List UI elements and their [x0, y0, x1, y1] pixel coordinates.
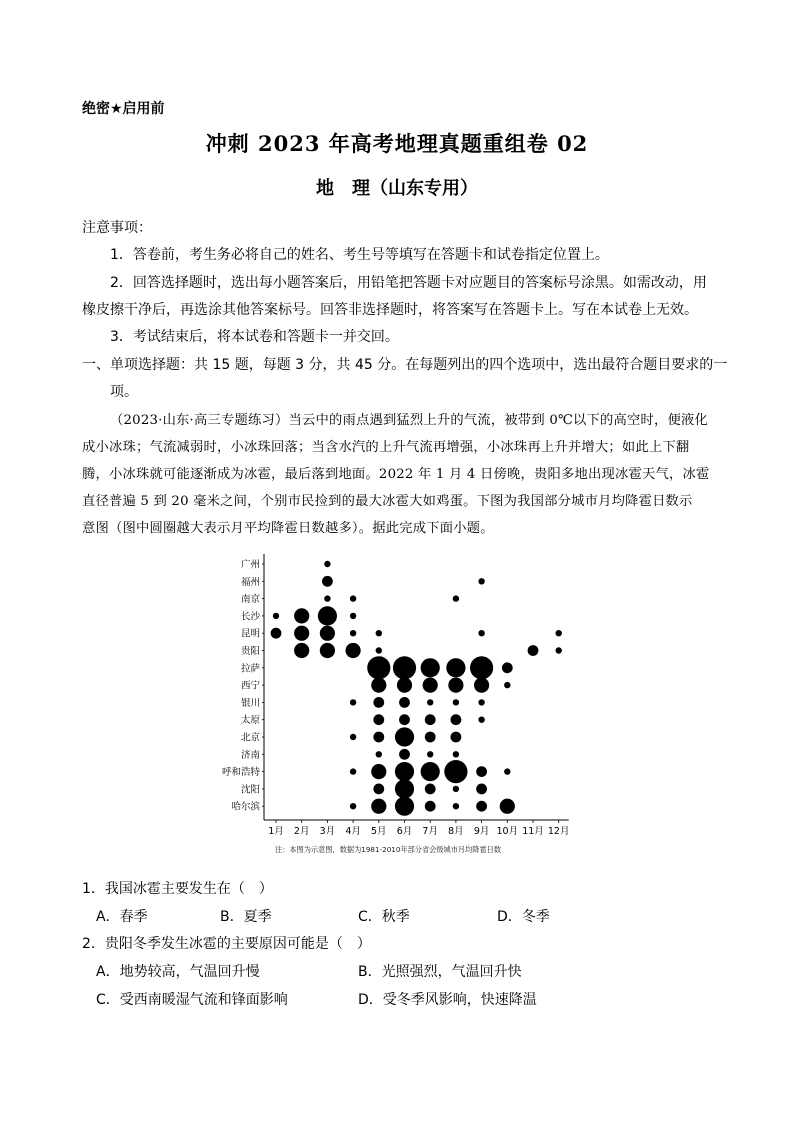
hail-bubble — [395, 727, 414, 746]
notes-heading: 注意事项： — [82, 220, 152, 236]
hail-bubble — [397, 678, 412, 693]
hail-bubble — [453, 595, 459, 601]
note-item-2-line-2: 橡皮擦干净后，再选涂其他答案标号。回答非选择题时，将答案写在答题卡上。写在本试卷上无效。 — [82, 302, 698, 318]
hail-bubble — [476, 784, 487, 795]
question-1-option-d[interactable]: D．冬季 — [497, 909, 550, 925]
hail-bubble — [478, 630, 484, 636]
hail-bubble — [294, 626, 309, 641]
hail-bubble — [399, 749, 410, 760]
chart-month-label: 2月 — [293, 826, 310, 837]
passage-line-1: （2023·山东·高三专题练习）当云中的雨点遇到猛烈上升的气流，被带到 0℃以下的高空时，便液化 — [110, 413, 709, 428]
hail-bubble — [556, 630, 562, 636]
chart-city-label: 沈阳 — [240, 784, 260, 796]
hail-bubble — [318, 606, 337, 625]
hail-bubble — [504, 768, 510, 774]
hail-bubble — [425, 714, 436, 725]
hail-bubble — [373, 784, 384, 795]
exam-title: 冲刺 2023 年高考地理真题重组卷 02 — [205, 131, 589, 156]
hail-bubble — [350, 613, 356, 619]
chart-city-label: 昆明 — [240, 628, 260, 640]
hail-bubble — [294, 608, 309, 623]
hail-bubble — [376, 630, 382, 636]
hail-bubble — [425, 784, 436, 795]
question-1-option-a[interactable]: A．春季 — [96, 909, 148, 925]
hail-bubble — [373, 732, 384, 743]
hail-bubble — [453, 786, 459, 792]
hail-bubble — [324, 561, 330, 567]
hail-bubble — [350, 803, 356, 809]
passage-line-3: 腾，小冰珠就可能逐渐成为冰雹，最后落到地面。2022 年 1 月 4 日傍晚，贵阳多地出现冰雹天气，冰雹 — [82, 467, 710, 482]
hail-bubble — [444, 760, 467, 783]
chart-city-label: 南京 — [240, 594, 260, 606]
hail-bubble — [350, 734, 356, 740]
hail-bubble — [324, 595, 330, 601]
exam-subtitle: 地 理（山东专用） — [316, 178, 478, 199]
hail-bubble — [500, 799, 515, 814]
hail-bubble — [421, 658, 440, 677]
hail-bubble — [474, 678, 489, 693]
hail-bubble — [320, 643, 335, 658]
question-1-option-b[interactable]: B．夏季 — [220, 909, 272, 925]
confidential-label: 绝密★启用前 — [82, 101, 165, 117]
hail-bubble — [376, 751, 382, 757]
hail-bubble — [427, 699, 433, 705]
hail-bubble — [322, 576, 333, 587]
hail-bubble — [470, 656, 493, 679]
chart-city-label: 呼和浩特 — [221, 767, 260, 779]
hail-bubble — [346, 643, 361, 658]
chart-month-label: 9月 — [473, 826, 490, 837]
chart-city-label: 西宁 — [240, 680, 260, 692]
hail-days-bubble-chart — [210, 552, 590, 862]
hail-bubble — [528, 645, 539, 656]
chart-city-label: 长沙 — [240, 611, 260, 623]
hail-bubble — [504, 682, 510, 688]
chart-city-label: 北京 — [240, 732, 260, 744]
chart-month-label: 3月 — [319, 826, 336, 837]
note-item-3: 3．考试结束后，将本试卷和答题卡一并交回。 — [110, 329, 399, 345]
hail-bubble — [350, 630, 356, 636]
hail-bubble — [451, 714, 462, 725]
chart-city-label: 广州 — [240, 559, 260, 571]
passage-line-4: 直径普遍 5 到 20 毫米之间，个别市民捡到的最大冰雹大如鸡蛋。下图为我国部分城市月均降雹日数示 — [82, 494, 693, 509]
section-instruction-line-2: 项。 — [110, 384, 138, 400]
hail-bubble — [453, 699, 459, 705]
chart-city-label: 济南 — [240, 749, 260, 761]
hail-bubble — [446, 658, 465, 677]
chart-month-label: 8月 — [448, 826, 464, 837]
hail-bubble — [273, 613, 279, 619]
hail-bubble — [453, 803, 459, 809]
hail-bubble — [451, 732, 462, 743]
chart-city-label: 太原 — [240, 715, 260, 727]
chart-city-label: 哈尔滨 — [231, 801, 260, 813]
chart-month-label: 6月 — [396, 826, 413, 837]
hail-bubble — [350, 699, 356, 705]
chart-month-label: 11月 — [522, 826, 544, 837]
hail-bubble — [478, 578, 484, 584]
question-2-option-c[interactable]: C．受西南暖湿气流和锋面影响 — [96, 992, 288, 1008]
hail-bubble — [502, 662, 513, 673]
chart-month-label: 12月 — [547, 826, 570, 837]
question-2-option-d[interactable]: D．受冬季风影响，快速降温 — [358, 992, 537, 1008]
hail-bubble — [320, 626, 335, 641]
question-1-stem: 1．我国冰雹主要发生在（ ） — [82, 881, 273, 897]
hail-bubble — [371, 799, 386, 814]
hail-bubble — [448, 678, 463, 693]
chart-month-label: 4月 — [345, 826, 361, 837]
chart-city-label: 拉萨 — [240, 663, 260, 675]
hail-bubble — [478, 717, 484, 723]
hail-bubble — [453, 751, 459, 757]
chart-month-label: 5月 — [371, 826, 387, 837]
hail-bubble — [476, 766, 487, 777]
note-item-1: 1．答卷前，考生务必将自己的姓名、考生号等填写在答题卡和试卷指定位置上。 — [110, 247, 609, 263]
hail-bubble — [294, 643, 309, 658]
hail-bubble — [371, 764, 386, 779]
passage-line-2: 成小冰珠；气流减弱时，小冰珠回落；当含水汽的上升气流再增强，小冰珠再上升并增大；如此上下翻 — [82, 440, 690, 455]
hail-bubble — [478, 699, 484, 705]
chart-city-label: 贵阳 — [240, 646, 260, 657]
question-2-stem: 2．贵阳冬季发生冰雹的主要原因可能是（ ） — [82, 936, 371, 952]
question-1-option-c[interactable]: C．秋季 — [358, 909, 410, 925]
hail-bubble — [350, 595, 356, 601]
chart-month-label: 7月 — [422, 826, 438, 837]
chart-month-label: 10月 — [496, 826, 519, 837]
hail-bubble — [427, 751, 433, 757]
passage-line-5: 意图（图中圆圈越大表示月平均降雹日数越多）。据此完成下面小题。 — [82, 521, 494, 536]
hail-bubble — [423, 678, 438, 693]
question-2-option-a[interactable]: A．地势较高，气温回升慢 — [96, 964, 260, 980]
hail-bubble — [373, 697, 384, 708]
hail-bubble — [371, 678, 386, 693]
hail-bubble — [393, 656, 416, 679]
hail-bubble — [425, 801, 436, 812]
hail-bubble — [556, 647, 562, 653]
chart-note: 注：本图为示意图，数据为1981-2010年部分省会级城市月均降雹日数 — [275, 845, 502, 854]
section-instruction-line-1: 一、单项选择题：共 15 题，每题 3 分，共 45 分。在每题列出的四个选项中，选出最符合题目要求的一 — [82, 357, 728, 373]
hail-bubble — [425, 732, 436, 743]
note-item-2-line-1: 2．回答选择题时，选出每小题答案后，用铅笔把答题卡对应题目的答案标号涂黑。如需改动，用 — [110, 275, 707, 291]
hail-bubble — [373, 714, 384, 725]
chart-month-label: 1月 — [268, 826, 284, 837]
hail-bubble — [395, 779, 414, 798]
chart-city-label: 福州 — [240, 576, 260, 588]
hail-bubble — [376, 647, 382, 653]
question-2-option-b[interactable]: B．光照强烈，气温回升快 — [358, 964, 522, 980]
hail-bubble — [476, 801, 487, 812]
hail-bubble — [271, 628, 282, 639]
hail-bubble — [395, 762, 414, 781]
hail-bubble — [367, 656, 390, 679]
chart-city-label: 银川 — [240, 697, 260, 709]
hail-bubble — [395, 797, 414, 816]
hail-bubble — [421, 762, 440, 781]
hail-bubble — [399, 714, 410, 725]
hail-bubble — [399, 697, 410, 708]
hail-bubble — [350, 768, 356, 774]
